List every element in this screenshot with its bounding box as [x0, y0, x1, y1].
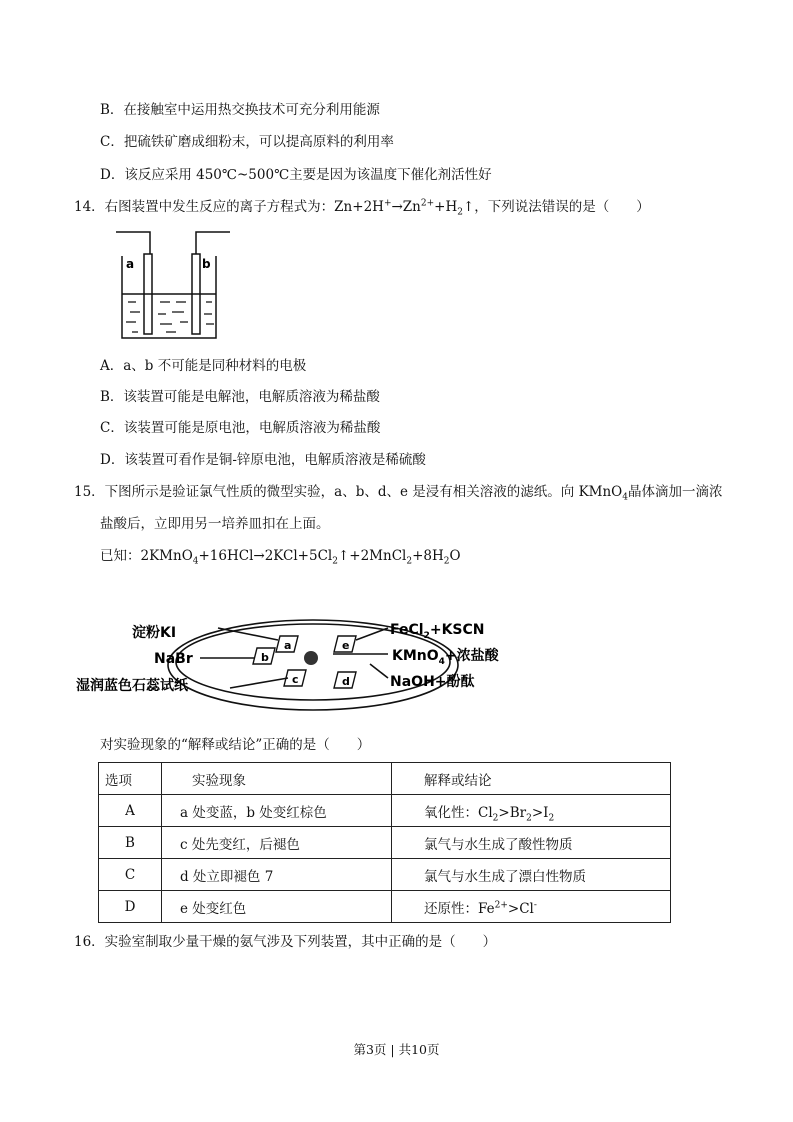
label-naoh-phenolphthalein: NaOH+酚酞	[390, 674, 475, 690]
q15-question: 对实验现象的“解释或结论”正确的是（ ）	[100, 737, 371, 753]
electrode-label-a: a	[126, 257, 135, 271]
label-litmus-paper: 湿润蓝色石蕊试纸	[76, 678, 188, 694]
electrolysis-cell-figure	[110, 222, 230, 344]
electrode-label-b: b	[202, 257, 211, 271]
spot-a: a	[284, 639, 292, 652]
label-fecl2-kscn: FeCl$_2$+KSCN	[390, 622, 485, 641]
q13-option-d: D．该反应采用 450℃~500℃主要是因为该温度下催化剂活性好	[100, 167, 492, 183]
table-row: B c 处先变红，后褪色 氯气与水生成了酸性物质	[99, 827, 671, 859]
spot-c: c	[292, 673, 299, 686]
header-phenomenon: 实验现象	[162, 763, 392, 795]
q13-option-c: C．把硫铁矿磨成细粉末，可以提高原料的利用率	[100, 134, 394, 150]
q15-options-table	[98, 762, 671, 923]
page-footer: 第3页 | 共10页	[353, 1042, 440, 1057]
q14-option-d: D．该装置可看作是铜-锌原电池，电解质溶液是稀硫酸	[100, 452, 426, 468]
table-row: D e 处变红色 还原性：$Fe^{2+}>Cl^-$	[99, 891, 671, 923]
petri-dish-diagram	[70, 610, 540, 720]
q15-stem-line1: 15．下图所示是验证氯气性质的微型实验，a、b、d、e 是浸有相关溶液的滤纸。向 KMnO$_4$晶体滴加一滴浓	[74, 484, 723, 503]
q14-option-c: C．该装置可能是原电池，电解质溶液为稀盐酸	[100, 420, 381, 436]
table-row: A a 处变蓝，b 处变红棕色 氧化性：$Cl_2>Br_2>I_2$	[99, 795, 671, 827]
q14-option-b: B．该装置可能是电解池，电解质溶液为稀盐酸	[100, 389, 380, 405]
q16-stem: 16．实验室制取少量干燥的氨气涉及下列装置，其中正确的是（ ）	[74, 934, 497, 950]
q14-stem: 14．右图装置中发生反应的离子方程式为：$Zn+2H^+\to Zn^{2+}+H_2↑$，下列说法错误的是（ ）	[74, 198, 650, 218]
label-kmno4-hcl: KMnO$_4$+浓盐酸	[392, 648, 499, 667]
spot-b: b	[261, 651, 269, 664]
q15-known-equation: 已知：$2KMnO_4+16HCl\to 2KCl+5Cl_2↑+2MnCl_2+8H_2O$	[100, 548, 461, 567]
q15-stem-line2: 盐酸后，立即用另一培养皿扣在上面。	[100, 516, 330, 532]
table-header-row	[99, 763, 671, 795]
q14-option-a: A．a、b 不可能是同种材料的电极	[100, 358, 307, 374]
spot-d: d	[342, 675, 350, 688]
spot-e: e	[342, 639, 350, 652]
label-starch-ki: 淀粉KI	[132, 625, 177, 641]
header-option: 选项	[99, 763, 162, 795]
table-row: C d 处立即褪色 7 氯气与水生成了漂白性物质	[99, 859, 671, 891]
header-conclusion: 解释或结论	[392, 763, 671, 795]
label-nabr: NaBr	[154, 651, 193, 667]
q13-option-b: B．在接触室中运用热交换技术可充分利用能源	[100, 102, 380, 118]
